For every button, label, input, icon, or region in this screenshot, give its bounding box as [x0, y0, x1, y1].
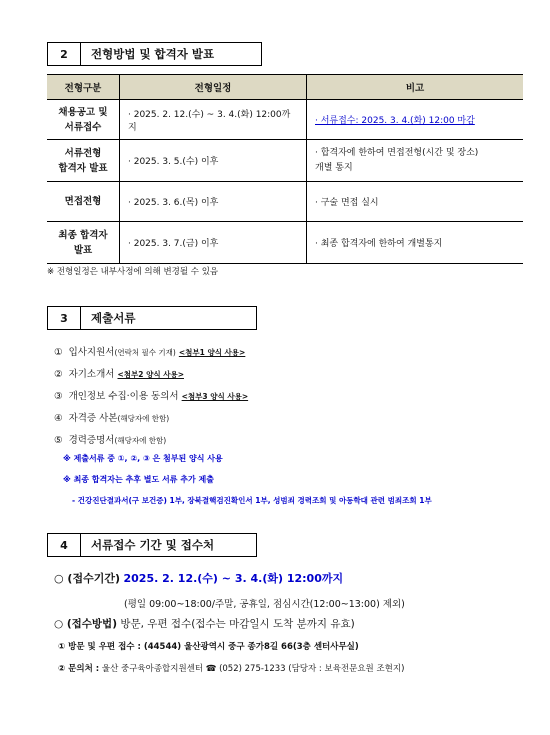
table-row	[47, 222, 523, 264]
section-title: 제출서류	[80, 306, 257, 330]
list-item: ⑤ 경력증명서(해당자에 한함)	[54, 435, 167, 446]
stage-cell: 면접전형	[47, 182, 120, 222]
stage-cell: 채용공고 및 서류접수	[47, 100, 120, 140]
receipt-period-note: (평일 09:00~18:00/주말, 공휴일, 점심시간(12:00~13:00) 제외)	[124, 599, 405, 610]
list-item: ① 입사지원서(연락처 필수 기재) <첨부1 양식 사용>	[54, 347, 246, 358]
date-cell: · 2025. 3. 6.(목) 이후	[120, 182, 307, 222]
stage-cell: 최종 합격자 발표	[47, 222, 120, 264]
section-number: 2	[47, 42, 80, 66]
section-title: 서류접수 기간 및 접수처	[80, 533, 257, 557]
receipt-method: ○ (접수방법) 방문, 우편 접수(접수는 마감일시 도착 분까지 유효)	[54, 618, 355, 630]
doc-note: ※ 최종 합격자는 추후 별도 서류 추가 제출	[63, 475, 214, 484]
list-item: ③ 개인정보 수집·이용 동의서 <첨부3 양식 사용>	[54, 391, 249, 402]
section-4-header	[47, 533, 257, 557]
table-header-row	[47, 75, 523, 100]
schedule-table	[47, 74, 523, 264]
note-cell: · 구술 면접 실시	[307, 182, 524, 222]
column-header: 전형일정	[120, 75, 307, 100]
doc-note: ※ 제출서류 중 ①, ②, ③ 은 첨부된 양식 사용	[63, 454, 223, 463]
date-cell: · 2025. 2. 12.(수) ~ 3. 4.(화) 12:00까지	[120, 100, 307, 140]
visit-address: ① 방문 및 우편 접수 : (44544) 울산광역시 중구 종가8길 66(3층 센터사무실)	[58, 642, 359, 652]
section-2-header	[47, 42, 262, 66]
list-item: ② 자기소개서 <첨부2 양식 사용>	[54, 369, 184, 380]
doc-note: - 건강진단결과서(구 보건증) 1부, 장북결핵검진확인서 1부, 성범죄 경력조회 및 아동학대 관련 범죄조회 1부	[72, 496, 432, 505]
deadline-link[interactable]: · 서류접수: 2025. 3. 4.(화) 12:00 마감	[315, 116, 475, 126]
date-cell: · 2025. 3. 5.(수) 이후	[120, 140, 307, 182]
contact-info: ② 문의처 : 울산 중구육아종합지원센터 ☎ (052) 275-1233 (담당자 : 보육전문요원 조현지)	[58, 664, 405, 674]
section-number: 3	[47, 306, 80, 330]
table-row	[47, 182, 523, 222]
list-item: ④ 자격증 사본(해당자에 한함)	[54, 413, 170, 424]
section-number: 4	[47, 533, 80, 557]
table-row	[47, 100, 523, 140]
stage-cell: 서류전형 합격자 발표	[47, 140, 120, 182]
note-cell: · 최종 합격자에 한하여 개별통지	[307, 222, 524, 264]
table-row	[47, 140, 523, 182]
schedule-note: ※ 전형일정은 내부사정에 의해 변경될 수 있음	[47, 267, 219, 277]
note-cell	[307, 100, 524, 140]
date-cell: · 2025. 3. 7.(금) 이후	[120, 222, 307, 264]
receipt-period: ○ (접수기간) 2025. 2. 12.(수) ~ 3. 4.(화) 12:00까지	[54, 572, 344, 585]
note-cell: · 합격자에 한하여 면접전형(시간 및 장소) 개별 통지	[307, 140, 524, 182]
section-3-header	[47, 306, 257, 330]
column-header: 비고	[307, 75, 524, 100]
section-title: 전형방법 및 합격자 발표	[80, 42, 262, 66]
column-header: 전형구분	[47, 75, 120, 100]
